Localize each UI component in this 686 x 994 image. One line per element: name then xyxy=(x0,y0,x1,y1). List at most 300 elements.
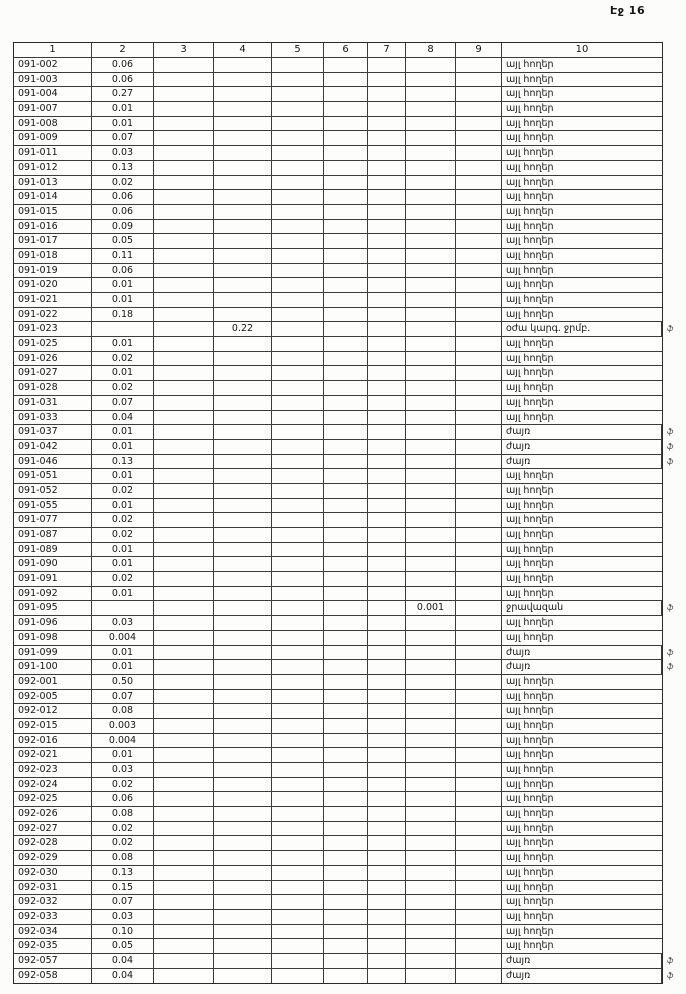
cell-value xyxy=(214,366,272,381)
cell-value xyxy=(456,234,502,249)
cell-value: 0.08 xyxy=(92,851,154,866)
cell-value xyxy=(456,220,502,235)
table-row xyxy=(14,939,662,954)
cell-value xyxy=(406,528,456,543)
cell-value xyxy=(456,734,502,749)
cell-parcel-code: 091-031 xyxy=(14,396,92,411)
cell-value xyxy=(406,734,456,749)
cell-land-category: այլ հողեր xyxy=(502,881,662,896)
cell-value xyxy=(272,102,324,117)
cell-value xyxy=(154,631,214,646)
cell-value: 0.13 xyxy=(92,866,154,881)
table-row xyxy=(14,895,662,910)
cell-value xyxy=(368,322,406,337)
cell-value: 0.06 xyxy=(92,205,154,220)
cell-value xyxy=(272,87,324,102)
cell-value xyxy=(368,763,406,778)
cell-value: 0.05 xyxy=(92,234,154,249)
cell-land-category: այլ հողեր xyxy=(502,352,662,367)
column-header: 2 xyxy=(92,43,154,58)
cell-land-category: այլ հողեր xyxy=(502,308,662,323)
cell-land-category: այլ հողեր xyxy=(502,543,662,558)
cell-value xyxy=(272,411,324,426)
cell-value xyxy=(324,895,368,910)
cell-value xyxy=(406,866,456,881)
cell-value xyxy=(324,352,368,367)
cell-value xyxy=(154,792,214,807)
cell-parcel-code: 091-021 xyxy=(14,293,92,308)
cell-value xyxy=(456,748,502,763)
table-row xyxy=(14,631,662,646)
cell-value xyxy=(272,425,324,440)
cell-value: 0.01 xyxy=(92,469,154,484)
cell-value xyxy=(272,396,324,411)
cell-parcel-code: 091-008 xyxy=(14,117,92,132)
cell-value xyxy=(456,807,502,822)
cell-value xyxy=(406,322,456,337)
cell-value xyxy=(368,308,406,323)
cell-value xyxy=(368,352,406,367)
cell-value xyxy=(406,58,456,73)
cell-value xyxy=(214,910,272,925)
cell-value xyxy=(214,792,272,807)
cell-value xyxy=(154,660,214,675)
cell-value xyxy=(456,58,502,73)
cell-value xyxy=(154,969,214,984)
cell-value xyxy=(368,675,406,690)
cell-value xyxy=(324,73,368,88)
cell-value xyxy=(214,264,272,279)
cell-value xyxy=(324,690,368,705)
cell-value xyxy=(368,851,406,866)
cell-value xyxy=(368,146,406,161)
cell-value xyxy=(324,513,368,528)
cell-value xyxy=(406,469,456,484)
cell-value xyxy=(406,704,456,719)
cell-value xyxy=(406,411,456,426)
cell-value xyxy=(406,131,456,146)
cell-value xyxy=(406,925,456,940)
cell-value xyxy=(154,616,214,631)
table-rows xyxy=(14,58,674,983)
cell-value xyxy=(456,102,502,117)
margin-note: ֆ xyxy=(667,955,674,965)
cell-value xyxy=(324,161,368,176)
cell-land-category: այլ հողեր xyxy=(502,293,662,308)
cell-value xyxy=(406,792,456,807)
cell-value xyxy=(214,117,272,132)
cell-value: 0.01 xyxy=(92,587,154,602)
cell-value xyxy=(456,925,502,940)
cell-value xyxy=(406,73,456,88)
cell-value xyxy=(406,895,456,910)
table-row xyxy=(14,646,674,661)
table-row xyxy=(14,822,662,837)
cell-value xyxy=(272,778,324,793)
cell-parcel-code: 091-011 xyxy=(14,146,92,161)
cell-value xyxy=(272,293,324,308)
cell-value xyxy=(154,704,214,719)
cell-parcel-code: 091-007 xyxy=(14,102,92,117)
cell-value xyxy=(154,264,214,279)
cell-land-category: ժայռ xyxy=(502,425,662,440)
cell-value xyxy=(368,895,406,910)
cell-value xyxy=(456,587,502,602)
cell-value xyxy=(272,469,324,484)
cell-value xyxy=(272,337,324,352)
cell-value xyxy=(214,396,272,411)
cell-value xyxy=(272,308,324,323)
cell-value: 0.003 xyxy=(92,719,154,734)
cell-value xyxy=(272,704,324,719)
cell-value xyxy=(406,308,456,323)
cell-value xyxy=(456,440,502,455)
margin-note: ֆ xyxy=(667,970,674,980)
cell-value xyxy=(456,836,502,851)
cell-value xyxy=(272,866,324,881)
cell-value xyxy=(154,337,214,352)
cell-value xyxy=(368,660,406,675)
cell-value xyxy=(368,792,406,807)
cell-parcel-code: 091-089 xyxy=(14,543,92,558)
table-row xyxy=(14,381,662,396)
cell-value xyxy=(324,366,368,381)
cell-value: 0.07 xyxy=(92,396,154,411)
column-header: 1 xyxy=(14,43,92,58)
cell-value: 0.02 xyxy=(92,484,154,499)
cell-value: 0.02 xyxy=(92,381,154,396)
cell-value: 0.15 xyxy=(92,881,154,896)
cell-value xyxy=(456,293,502,308)
cell-value xyxy=(456,381,502,396)
cell-value xyxy=(214,601,272,616)
cell-value xyxy=(368,748,406,763)
cell-value xyxy=(456,778,502,793)
table-row xyxy=(14,264,662,279)
cell-value xyxy=(214,131,272,146)
cell-value xyxy=(406,484,456,499)
cell-parcel-code: 091-002 xyxy=(14,58,92,73)
cell-parcel-code: 091-025 xyxy=(14,337,92,352)
cell-value: 0.01 xyxy=(92,366,154,381)
cell-value xyxy=(406,881,456,896)
cell-land-category: այլ հողեր xyxy=(502,851,662,866)
cell-value: 0.06 xyxy=(92,73,154,88)
table-row xyxy=(14,366,662,381)
cell-value: 0.27 xyxy=(92,87,154,102)
cell-value xyxy=(154,881,214,896)
cell-parcel-code: 092-031 xyxy=(14,881,92,896)
cell-value xyxy=(368,719,406,734)
cell-value xyxy=(368,440,406,455)
margin-note: ֆ xyxy=(667,324,674,334)
cell-value: 0.01 xyxy=(92,557,154,572)
cell-value xyxy=(154,102,214,117)
cell-parcel-code: 091-099 xyxy=(14,646,92,661)
cell-value xyxy=(324,220,368,235)
cell-value xyxy=(324,734,368,749)
cell-value xyxy=(272,660,324,675)
cell-value xyxy=(456,264,502,279)
cell-value xyxy=(406,220,456,235)
cell-value xyxy=(214,719,272,734)
cell-value xyxy=(456,763,502,778)
cell-value xyxy=(406,278,456,293)
cell-value xyxy=(406,557,456,572)
cell-parcel-code: 092-035 xyxy=(14,939,92,954)
cell-value xyxy=(154,513,214,528)
cell-value xyxy=(214,690,272,705)
table-row xyxy=(14,572,662,587)
cell-value xyxy=(406,513,456,528)
cell-value xyxy=(272,646,324,661)
cell-value xyxy=(214,161,272,176)
cell-value xyxy=(456,322,502,337)
cell-value xyxy=(154,293,214,308)
cell-value xyxy=(272,455,324,470)
column-header: 3 xyxy=(154,43,214,58)
cell-land-category: այլ հողեր xyxy=(502,411,662,426)
cell-parcel-code: 091-033 xyxy=(14,411,92,426)
cell-value xyxy=(368,734,406,749)
cell-value xyxy=(324,87,368,102)
cell-value xyxy=(456,851,502,866)
cell-value: 0.13 xyxy=(92,161,154,176)
cell-value xyxy=(214,411,272,426)
table-row xyxy=(14,484,662,499)
cell-value xyxy=(154,411,214,426)
cell-value xyxy=(154,484,214,499)
cell-value: 0.001 xyxy=(406,601,456,616)
cell-value xyxy=(324,293,368,308)
cell-value xyxy=(406,939,456,954)
cell-value xyxy=(368,102,406,117)
cell-value xyxy=(368,264,406,279)
table-row xyxy=(14,601,674,616)
cell-value xyxy=(214,440,272,455)
cell-value xyxy=(324,572,368,587)
cell-value xyxy=(272,631,324,646)
cell-value xyxy=(154,528,214,543)
cell-value xyxy=(272,719,324,734)
cell-parcel-code: 091-022 xyxy=(14,308,92,323)
table-row xyxy=(14,293,662,308)
cell-value xyxy=(368,866,406,881)
cell-value xyxy=(406,836,456,851)
cell-value xyxy=(154,249,214,264)
cell-value xyxy=(368,396,406,411)
cell-value xyxy=(406,425,456,440)
cell-value xyxy=(406,660,456,675)
cell-land-category: օժա կարգ. ջրմբ. xyxy=(502,322,662,337)
cell-value: 0.04 xyxy=(92,969,154,984)
cell-value xyxy=(456,190,502,205)
cell-value xyxy=(272,748,324,763)
column-header: 10 xyxy=(502,43,662,58)
cell-value xyxy=(368,954,406,969)
cell-value xyxy=(406,87,456,102)
cell-parcel-code: 091-017 xyxy=(14,234,92,249)
cell-value xyxy=(272,484,324,499)
column-header: 5 xyxy=(272,43,324,58)
cell-value xyxy=(406,675,456,690)
cell-value xyxy=(272,381,324,396)
cell-value xyxy=(214,278,272,293)
cell-land-category: այլ հողեր xyxy=(502,778,662,793)
table-row xyxy=(14,969,674,984)
cell-parcel-code: 091-023 xyxy=(14,322,92,337)
cell-parcel-code: 091-018 xyxy=(14,249,92,264)
cell-value xyxy=(214,646,272,661)
cell-value xyxy=(154,366,214,381)
cell-land-category: այլ հողեր xyxy=(502,925,662,940)
cell-value xyxy=(214,176,272,191)
cell-value xyxy=(324,146,368,161)
cell-value xyxy=(154,939,214,954)
cell-value xyxy=(272,616,324,631)
cell-value xyxy=(406,763,456,778)
table-row xyxy=(14,925,662,940)
cell-value: 0.04 xyxy=(92,411,154,426)
cell-parcel-code: 092-024 xyxy=(14,778,92,793)
table-row xyxy=(14,616,662,631)
table-row xyxy=(14,866,662,881)
cell-value xyxy=(406,396,456,411)
cell-value: 0.04 xyxy=(92,954,154,969)
cell-value: 0.02 xyxy=(92,836,154,851)
cell-land-category: այլ հողեր xyxy=(502,631,662,646)
cell-land-category: այլ հողեր xyxy=(502,587,662,602)
cell-parcel-code: 092-057 xyxy=(14,954,92,969)
cell-value xyxy=(154,161,214,176)
margin-note: ֆ xyxy=(667,662,674,672)
cell-value xyxy=(324,557,368,572)
cell-value: 0.01 xyxy=(92,337,154,352)
cell-value xyxy=(324,851,368,866)
cell-land-category: այլ հողեր xyxy=(502,469,662,484)
cell-parcel-code: 092-028 xyxy=(14,836,92,851)
cell-land-category: ժայռ xyxy=(502,969,662,984)
page-number-label: Էջ 16 xyxy=(610,4,646,17)
cell-value xyxy=(272,557,324,572)
cell-value xyxy=(272,528,324,543)
cell-value xyxy=(324,455,368,470)
cell-land-category: այլ հողեր xyxy=(502,763,662,778)
cell-value xyxy=(368,161,406,176)
cell-value xyxy=(368,117,406,132)
cell-value: 0.06 xyxy=(92,792,154,807)
cell-value xyxy=(456,411,502,426)
cell-parcel-code: 091-026 xyxy=(14,352,92,367)
cell-value xyxy=(368,176,406,191)
cell-land-category: այլ հողեր xyxy=(502,719,662,734)
cell-value xyxy=(214,807,272,822)
cell-value xyxy=(154,778,214,793)
cell-value xyxy=(154,322,214,337)
cell-value xyxy=(272,543,324,558)
cell-value: 0.004 xyxy=(92,631,154,646)
cell-value xyxy=(324,278,368,293)
cell-value: 0.02 xyxy=(92,513,154,528)
cell-value xyxy=(214,499,272,514)
cell-value xyxy=(324,939,368,954)
margin-note: ֆ xyxy=(667,647,674,657)
cell-value xyxy=(154,851,214,866)
cell-value xyxy=(368,836,406,851)
cell-value xyxy=(324,881,368,896)
cell-parcel-code: 091-003 xyxy=(14,73,92,88)
cell-land-category: ժայռ xyxy=(502,660,662,675)
cell-value xyxy=(214,969,272,984)
table-row xyxy=(14,690,662,705)
cell-value xyxy=(368,220,406,235)
cell-value: 0.10 xyxy=(92,925,154,940)
cell-value xyxy=(456,557,502,572)
cell-land-category: այլ հողեր xyxy=(502,895,662,910)
cell-land-category: այլ հողեր xyxy=(502,337,662,352)
cell-value xyxy=(406,161,456,176)
cell-value xyxy=(368,337,406,352)
column-header: 9 xyxy=(456,43,502,58)
cell-parcel-code: 091-020 xyxy=(14,278,92,293)
cell-value xyxy=(324,440,368,455)
cell-value xyxy=(368,646,406,661)
cell-value xyxy=(154,396,214,411)
cell-value xyxy=(406,190,456,205)
cell-parcel-code: 092-023 xyxy=(14,763,92,778)
cell-parcel-code: 091-009 xyxy=(14,131,92,146)
cell-value xyxy=(272,322,324,337)
cell-value xyxy=(368,616,406,631)
cell-value xyxy=(154,205,214,220)
cell-value xyxy=(456,719,502,734)
cell-value xyxy=(406,778,456,793)
cell-value xyxy=(154,499,214,514)
cell-value xyxy=(154,234,214,249)
cell-value xyxy=(406,146,456,161)
cell-land-category: այլ հողեր xyxy=(502,939,662,954)
cell-value xyxy=(406,455,456,470)
cell-land-category: այլ հողեր xyxy=(502,528,662,543)
cell-value xyxy=(324,205,368,220)
cell-value xyxy=(324,249,368,264)
cell-parcel-code: 091-092 xyxy=(14,587,92,602)
cell-value xyxy=(272,792,324,807)
cell-value xyxy=(272,881,324,896)
cell-value xyxy=(324,601,368,616)
cell-land-category: այլ հողեր xyxy=(502,734,662,749)
cell-value xyxy=(406,748,456,763)
cell-value xyxy=(406,337,456,352)
table-row xyxy=(14,528,662,543)
cell-land-category: այլ հողեր xyxy=(502,792,662,807)
cell-value: 0.09 xyxy=(92,220,154,235)
cell-value xyxy=(324,337,368,352)
cell-value xyxy=(456,910,502,925)
cell-land-category: այլ հողեր xyxy=(502,396,662,411)
cell-value xyxy=(272,58,324,73)
cell-value xyxy=(406,807,456,822)
cell-value: 0.22 xyxy=(214,322,272,337)
table-row xyxy=(14,161,662,176)
cell-value: 0.02 xyxy=(92,572,154,587)
table-row xyxy=(14,455,674,470)
cell-land-category: այլ հողեր xyxy=(502,176,662,191)
cell-parcel-code: 091-028 xyxy=(14,381,92,396)
table-row xyxy=(14,954,674,969)
cell-parcel-code: 092-030 xyxy=(14,866,92,881)
cell-value xyxy=(324,925,368,940)
